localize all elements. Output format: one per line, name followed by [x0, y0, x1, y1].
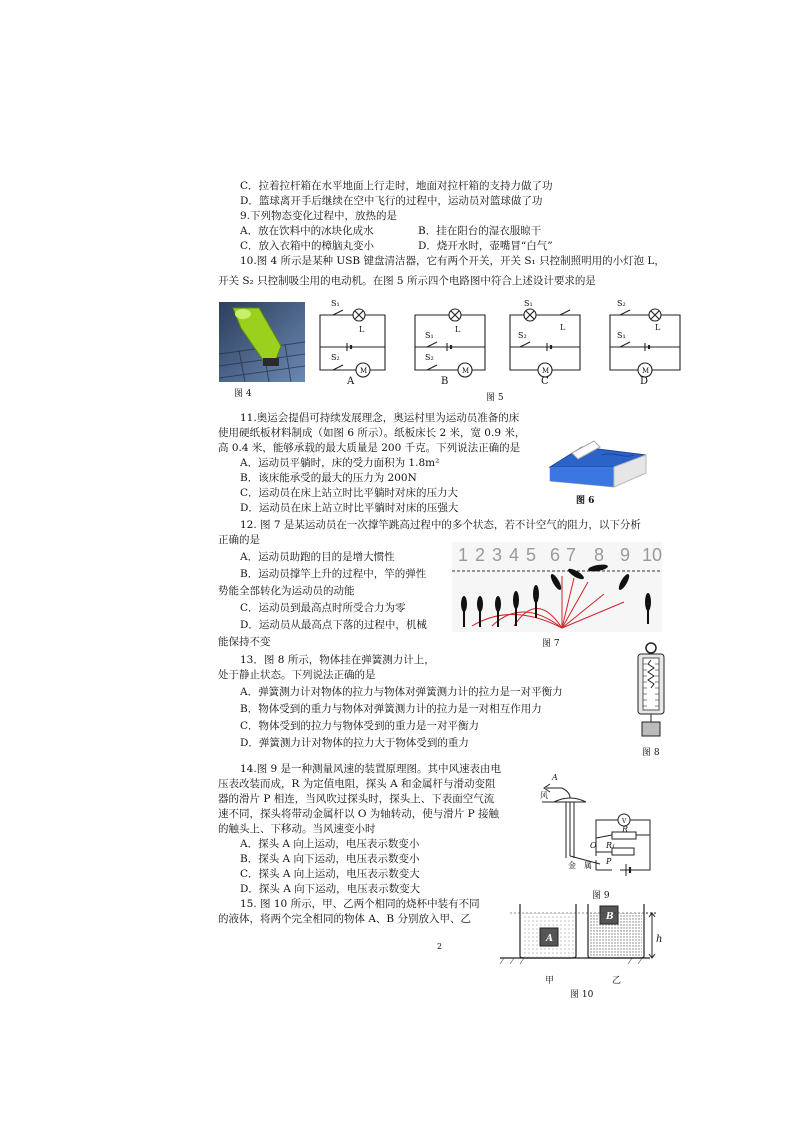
circuit-a-lamp-label: L	[359, 325, 365, 334]
q10-stem-line1: 10.图 4 所示是某种 USB 键盘清洁器，它有两个开关，开关 S₁ 只控制照明用的小灯泡 L，	[240, 255, 665, 267]
q14-option-d: D．探头 A 向下运动，电压表示数变大	[240, 883, 421, 895]
circuit-a	[320, 309, 385, 377]
q13-option-a: A．弹簧测力计对物体的拉力与物体对弹簧测力计的拉力是一对平衡力	[240, 686, 563, 698]
figure-8-spring-scale	[632, 642, 672, 742]
q8-option-d: D．篮球离开手后继续在空中飞行的过程中，运动员对篮球做了功	[240, 195, 543, 207]
q11-stem-line1: 11.奥运会提倡可持续发展理念，奥运村里为运动员准备的床	[240, 412, 520, 424]
q14-stem-line1: 14.图 9 是一种测量风速的装置原理图。其中风速表由电	[240, 763, 502, 775]
wind-label: 风	[540, 791, 548, 800]
q14-option-c: C．探头 A 向上运动，电压表示数变大	[240, 868, 420, 880]
metal-label-1: 金	[568, 861, 576, 870]
q11-option-a: A．运动员平躺时，床的受力面积为 1.8m²	[240, 457, 440, 469]
circuit-c-label: C	[541, 376, 549, 387]
figure-4-caption: 图 4	[234, 389, 252, 399]
q12-option-a: A．运动员助跑的目的是增大惯性	[240, 551, 395, 563]
q14-stem-line2: 压表改装而成，R 为定值电阻，探头 A 和金属杆与滑动变阻	[218, 778, 496, 790]
circuit-a-s2-label: S₂	[331, 353, 340, 362]
slider-p-label: P	[606, 857, 612, 866]
q13-option-c: C．物体受到的拉力与物体受到的重力是一对平衡力	[240, 720, 480, 732]
figure-10-beakers	[500, 900, 670, 970]
circuit-b-lamp-label: L	[455, 325, 461, 334]
q14-option-a: A．探头 A 向上运动，电压表示数变小	[240, 838, 420, 850]
q9-option-a: A．放在饮料中的冰块化成水	[240, 225, 374, 237]
circuit-b-motor-label: M	[462, 367, 470, 375]
axis-o-label: O	[590, 841, 597, 850]
q12-option-b-line1: B．运动员撑竿上升的过程中，竿的弹性	[240, 568, 427, 580]
q11-option-b: B．该床能承受的最大的压力为 200N	[240, 472, 417, 484]
frame-number-4: 4	[509, 545, 520, 565]
rheostat-r1-label: R₁	[606, 841, 616, 850]
circuit-d-motor-label: M	[642, 367, 650, 375]
q9-option-b: B．挂在阳台的湿衣服晾干	[418, 225, 542, 237]
circuit-a-label: A	[347, 376, 355, 387]
circuit-a-s1-label: S₁	[331, 299, 340, 308]
beaker-jia-label: 甲	[545, 976, 555, 986]
q15-stem-line2: 的液体，将两个完全相同的物体 A、B 分别放入甲、乙	[218, 913, 471, 925]
circuit-d-label: D	[640, 376, 649, 387]
q8-option-c: C．拉着拉杆箱在水平地面上行走时，地面对拉杆箱的支持力做了功	[240, 180, 553, 192]
voltmeter-label: V	[622, 818, 627, 825]
frame-number-8: 8	[594, 545, 605, 565]
q14-option-b: B．探头 A 向下运动，电压表示数变小	[240, 853, 420, 865]
metal-label-2: 属	[584, 861, 592, 870]
q9-stem: 9.下列物态变化过程中，放热的是	[240, 210, 398, 222]
q13-stem-line1: 13．图 8 所示，物体挂在弹簧测力计上，	[240, 654, 435, 666]
figure-9-wind-meter	[540, 768, 660, 883]
figure-9-caption: 图 9	[592, 891, 610, 901]
object-a-label: A	[546, 934, 553, 944]
frame-number-3: 3	[492, 545, 503, 565]
q13-option-d: D．弹簧测力计对物体的拉力大于物体受到的重力	[240, 737, 469, 749]
frame-number-10: 10	[642, 545, 663, 565]
figure-10-caption: 图 10	[570, 990, 594, 1000]
circuit-a-motor-label: M	[360, 367, 368, 375]
q11-stem-line2: 使用硬纸板材料制成（如图 6 所示）。纸板床长 2 米，宽 0.9 米，	[218, 427, 526, 439]
q15-stem-line1: 15. 图 10 所示，甲、乙两个相同的烧杯中装有不同	[240, 898, 480, 910]
q11-stem-line3: 高 0.4 米，能够承载的最大质量是 200 千克。下列说法正确的是	[218, 442, 521, 454]
q9-option-c: C．放入衣箱中的樟脑丸变小	[240, 240, 375, 252]
circuit-d-s2-label: S₂	[617, 299, 626, 308]
q10-stem-line2: 开关 S₂ 只控制吸尘用的电动机。在图 5 所示四个电路图中符合上述设计要求的是	[218, 275, 596, 287]
q14-stem-line5: 的触头上、下移动。当风速变小时	[218, 823, 376, 835]
q11-option-d: D．运动员在床上站立时比平躺时对床的压强大	[240, 502, 459, 514]
q13-stem-line2: 处于静止状态。下列说法正确的是	[218, 669, 376, 681]
frame-number-9: 9	[620, 545, 631, 565]
circuit-d-lamp-label: L	[655, 323, 661, 332]
frame-number-2: 2	[475, 545, 486, 565]
q12-option-d-line2: 能保持不变	[218, 636, 271, 648]
circuit-c-motor-label: M	[542, 367, 550, 375]
q13-option-b: B．物体受到的重力与物体对弹簧测力计的拉力是一对相互作用力	[240, 703, 542, 715]
frame-number-5: 5	[526, 545, 537, 565]
probe-a-label: A	[552, 773, 558, 782]
figure-6-bed	[542, 425, 652, 487]
circuit-c-s2-label: S₂	[518, 331, 527, 340]
circuit-b-s2-label: S₂	[425, 353, 434, 362]
circuit-c-s1-label: S₁	[524, 299, 533, 308]
circuit-c-lamp-label: L	[560, 323, 566, 332]
frame-number-7: 7	[566, 545, 577, 565]
object-b-label: B	[606, 912, 614, 922]
q11-option-c: C．运动员在床上站立时比平躺时对床的压力大	[240, 487, 459, 499]
figure-4-photo	[219, 302, 305, 382]
frame-number-1: 1	[458, 545, 469, 565]
q9-option-d: D．烧开水时，壶嘴冒“白气”	[418, 240, 553, 252]
q14-stem-line4: 速不同，探头将带动金属杆以 O 为轴转动，使与滑片 P 接触	[218, 808, 500, 820]
resistor-r-label: R	[622, 825, 629, 834]
q12-stem-line1: 12. 图 7 是某运动员在一次撑竿跳高过程中的多个状态，若不计空气的阻力，以下分析	[240, 519, 641, 531]
figure-5-caption: 图 5	[486, 393, 504, 403]
height-h-label: h	[656, 934, 663, 945]
figure-8-caption: 图 8	[642, 748, 660, 758]
q12-option-d-line1: D．运动员从最高点下落的过程中，机械	[240, 619, 427, 631]
beaker-yi-label: 乙	[612, 976, 622, 986]
figure-7-pole-vault	[452, 542, 662, 632]
circuit-b	[415, 309, 485, 377]
q14-stem-line3: 器的滑片 P 相连，当风吹过探头时，探头上、下表面空气流	[218, 793, 495, 805]
page-number: 2	[437, 942, 443, 951]
circuit-b-s1-label: S₁	[425, 331, 434, 340]
frame-number-6: 6	[550, 545, 561, 565]
circuit-d-s1-label: S₁	[617, 331, 626, 340]
circuit-b-label: B	[441, 376, 449, 387]
figure-7-caption: 图 7	[542, 639, 560, 649]
figure-6-caption: 图 6	[576, 496, 595, 506]
q12-option-b-line2: 势能全部转化为运动员的动能	[218, 585, 355, 597]
q12-option-c: C．运动员到最高点时所受合力为零	[240, 602, 406, 614]
figure-5-circuits	[315, 300, 695, 385]
q12-stem-line2: 正确的是	[218, 534, 260, 546]
